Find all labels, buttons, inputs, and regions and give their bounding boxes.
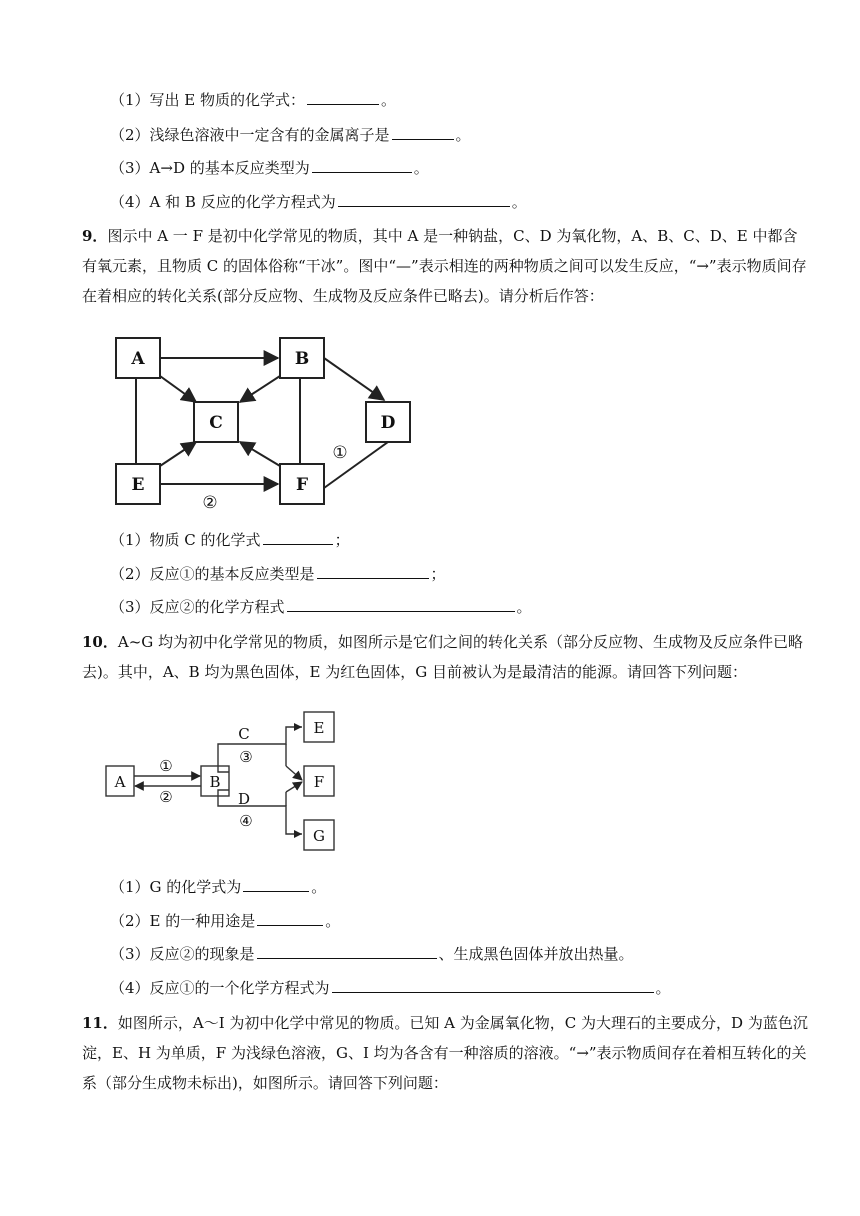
q10-sub4-end: 。	[655, 979, 671, 997]
q10-sub1-end: 。	[311, 878, 327, 896]
answer-blank[interactable]	[307, 90, 379, 105]
q9-node-f: F	[295, 475, 309, 495]
q10-sub2-text: （2）E 的一种用途是	[110, 912, 256, 930]
q8-sub4	[110, 192, 527, 212]
q11-stem-text: 如图所示，A～I 为初中化学中常见的物质。已知 A 为金属氧化物，C 为大理石的主要成分，D 为蓝色沉淀，E、H 为单质，F 为浅绿色溶液，G、I 均为各含有一种溶质的溶液。“→”表示物质间存在着相互转化的关系（部分生成物未标出)，如图所示。请回答下列问题：	[82, 1014, 808, 1092]
q10-sub2-end: 。	[325, 912, 341, 930]
q8-sub1-text: （1）写出 E 物质的化学式：	[110, 91, 306, 109]
q11-stem	[82, 1008, 812, 1098]
q10-node-b: B	[209, 773, 221, 791]
answer-blank[interactable]	[338, 192, 510, 207]
q9-sub2-end: ；	[430, 565, 446, 583]
q9-node-d: D	[380, 413, 396, 433]
q10-sub1-text: （1）G 的化学式为	[110, 878, 242, 896]
q10-mark-4: ④	[239, 812, 253, 830]
q8-sub3-end: 。	[413, 159, 429, 177]
q10-sub3-text: （3）反应②的现象是	[110, 945, 255, 963]
q10-node-g: G	[313, 827, 325, 845]
answer-blank[interactable]	[243, 877, 309, 892]
q11-number: 11．	[82, 1014, 118, 1032]
answer-blank[interactable]	[332, 978, 654, 993]
q9-sub2-text: （2）反应①的基本反应类型是	[110, 565, 315, 583]
q10-stem-text: A~G 均为初中化学常见的物质，如图所示是它们之间的转化关系（部分反应物、生成物及反应条件已略去)。其中，A、B 均为黑色固体，E 为红色固体，G 目前被认为是最清洁的能源。请回答下列问题：	[82, 633, 804, 681]
q9-node-c: C	[209, 413, 223, 433]
q9-sub2	[110, 564, 446, 584]
answer-blank[interactable]	[312, 158, 412, 173]
q9-node-b: B	[294, 349, 310, 369]
q10-diagram	[100, 706, 350, 854]
answer-blank[interactable]	[317, 564, 429, 579]
q8-sub1	[110, 90, 396, 110]
q10-node-a: A	[114, 773, 126, 791]
q10-sub3	[110, 944, 634, 964]
q9-mark-1: ①	[332, 443, 348, 463]
q9-sub3-end: 。	[516, 598, 532, 616]
q8-sub2-end: 。	[455, 126, 471, 144]
answer-blank[interactable]	[257, 911, 323, 926]
q10-stem	[82, 627, 812, 687]
q10-node-e: E	[313, 719, 325, 737]
answer-blank[interactable]	[257, 944, 437, 959]
q10-mark-2: ②	[159, 788, 173, 806]
q9-mark-2: ②	[202, 493, 218, 510]
q10-label-d: D	[237, 790, 251, 808]
q10-label-c: C	[238, 725, 250, 743]
q10-sub3-end: 、生成黑色固体并放出热量。	[438, 945, 634, 963]
q9-node-a: A	[131, 349, 145, 369]
q8-sub3	[110, 158, 429, 178]
q10-number: 10．	[82, 633, 118, 651]
q8-sub4-text: （4）A 和 B 反应的化学方程式为	[110, 193, 336, 211]
q9-sub1-text: （1）物质 C 的化学式	[110, 531, 261, 549]
q8-sub1-end: 。	[381, 91, 397, 109]
q10-mark-3: ③	[239, 748, 253, 766]
answer-blank[interactable]	[392, 125, 454, 140]
q9-stem-text: 图示中 A 一 F 是初中化学常见的物质，其中 A 是一种钠盐，C、D 为氧化物，A、B、C、D、E 中都含有氧元素，且物质 C 的固体俗称“干冰”。图中“—”表示相连的两种物质之间可以发生反应，“→”表示物质间存在着相应的转化关系(部分反应物、生成物及反应条件已略去)。请分析后作答：	[82, 227, 807, 305]
q9-sub1	[110, 530, 350, 550]
q9-sub3-text: （3）反应②的化学方程式	[110, 598, 285, 616]
q10-node-f: F	[313, 773, 325, 791]
answer-blank[interactable]	[263, 530, 333, 545]
q9-diagram	[108, 330, 418, 510]
q8-sub4-end: 。	[511, 193, 527, 211]
q9-node-e: E	[131, 475, 145, 495]
q8-sub2-text: （2）浅绿色溶液中一定含有的金属离子是	[110, 126, 390, 144]
q8-sub3-text: （3）A→D 的基本反应类型为	[110, 159, 310, 177]
q9-sub3	[110, 597, 532, 617]
q10-sub2	[110, 911, 340, 931]
q10-sub4-text: （4）反应①的一个化学方程式为	[110, 979, 330, 997]
q9-number: 9．	[82, 227, 108, 245]
answer-blank[interactable]	[287, 597, 515, 612]
q10-sub4	[110, 978, 671, 998]
q10-mark-1: ①	[159, 757, 173, 775]
q9-stem	[82, 221, 812, 311]
q9-sub1-end: ；	[334, 531, 350, 549]
q10-sub1	[110, 877, 326, 897]
q8-sub2	[110, 125, 471, 145]
